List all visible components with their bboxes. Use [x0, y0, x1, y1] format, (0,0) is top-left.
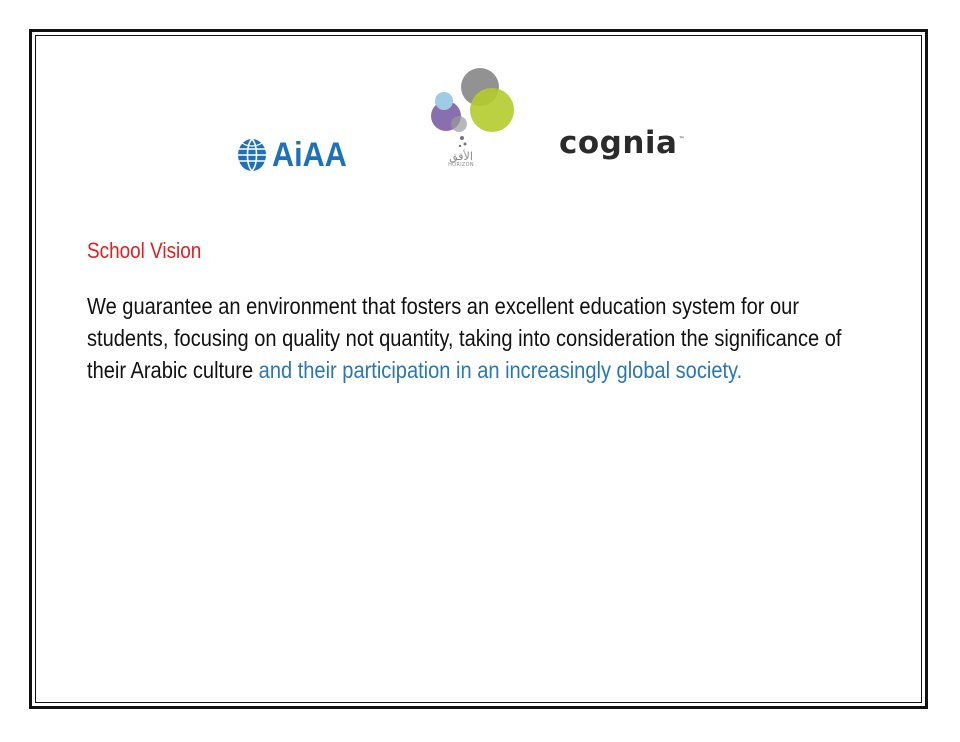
school-vision-text [87, 290, 854, 386]
aiaa-logo [236, 133, 355, 177]
cognia-logo-text: cognia [559, 125, 678, 161]
cognia-logo [559, 125, 685, 161]
vision-text-main: We guarantee an environment that fosters an excellent education system for our students, focusing on quality not quantity, taking into consideration the significance of their Arabic culture [87, 293, 842, 383]
globe-icon [236, 137, 268, 173]
horizon-logo-caption [446, 151, 476, 168]
horizon-logo [426, 68, 521, 153]
horizon-arabic-text: الأفق [449, 150, 473, 163]
cognia-trademark: ™ [678, 136, 685, 143]
horizon-latin-text: HORIZON [448, 162, 474, 168]
school-vision-heading: School Vision [87, 238, 202, 263]
vision-text-highlight: and their participation in an increasingly global society. [258, 357, 743, 383]
aiaa-logo-text: AiAA [272, 136, 347, 174]
